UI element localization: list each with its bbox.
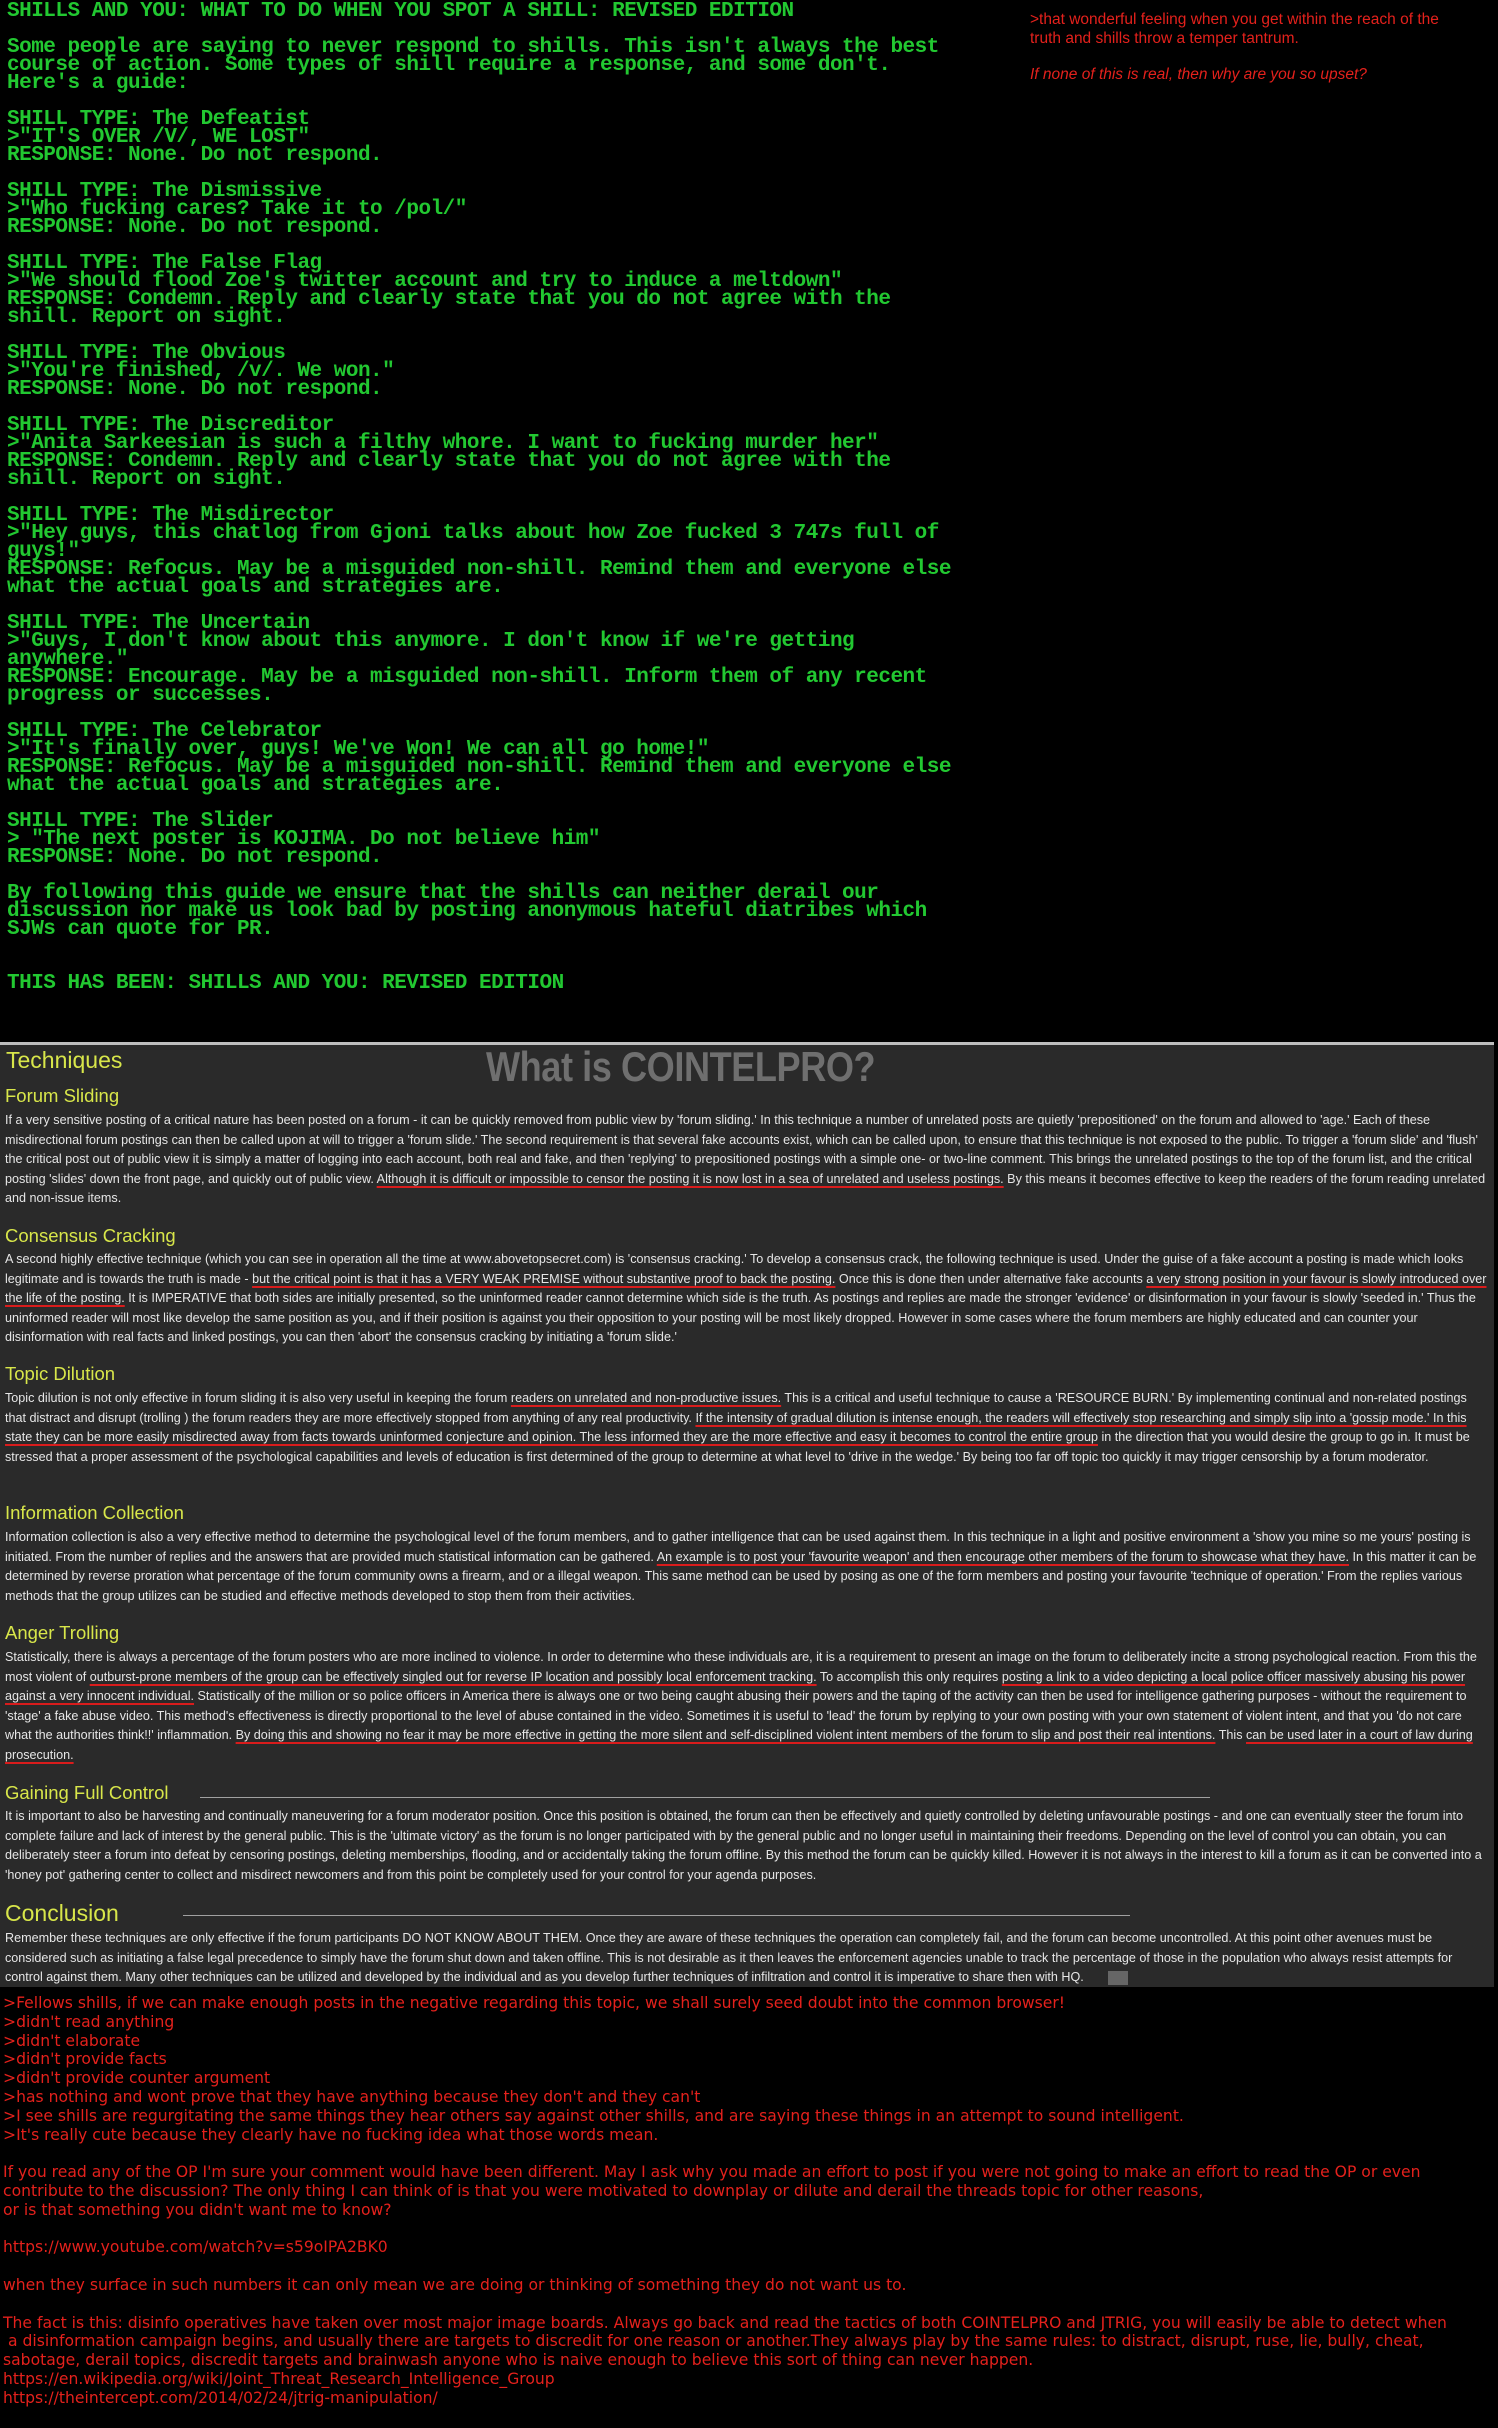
section-title-information-collection: Information Collection	[5, 1502, 184, 1523]
guide-line: >"IT'S OVER /V/, WE LOST"	[7, 126, 310, 149]
section-body-anger-trolling	[5, 1648, 1489, 1766]
body-text: Statistically of the million or so police officers in America there is always one or two being caught abusing their powers and the taping of the activity can then be used for intelligence gathering purposes - without the requirement to 'stage' a fake abuse video. This method's effectiveness is directly proportional to the level of abuse contained in the video. Sometimes it is useful to 'lead' the forum by replying to your own posting with your own statement of violent intent, and that you 'do not care what the authorities think!!' inflammation.	[5, 1689, 1467, 1743]
section-title-anger-trolling: Anger Trolling	[5, 1622, 120, 1643]
guide-line: By following this guide we ensure that the shills can neither derail our	[7, 882, 879, 905]
reply-line: or is that something you didn't want me to know?	[3, 2200, 392, 2219]
reply-line: The fact is this: disinfo operatives have taken over most major image boards. Always go back and read the tactics of both COINTELPRO and JTRIG, you will easily be able to detect when	[3, 2313, 1447, 2332]
section-title-topic-dilution: Topic Dilution	[5, 1363, 116, 1384]
guide-line: >"We should flood Zoe's twitter account and try to induce a meltdown"	[7, 270, 843, 293]
guide-line: anywhere."	[7, 648, 129, 671]
section-title-consensus-cracking: Consensus Cracking	[5, 1225, 176, 1246]
body-text: It is important to also be harvesting and continually maneuvering for a forum moderator position. Once this position is obtained, the forum can then be effectively and quietly controlled by deleting unfavourable postings - and one can eventually steer the forum into complete failure and lack of interest by the general public. This is the 'ultimate victory' as the forum is no longer participated with by the general public and no longer useful in maintaining their freedoms. Depending on the level of control you can obtain, you can deliberately steer a forum into defeat by censoring postings, deleting memberships, flooding, and or accidentally taking the forum offline. By this method the forum can be quickly killed. However it is not always in the interest to kill a forum as it can be converted into a 'honey pot' gathering center to collect and misdirect newcomers and from this point be completely used for your control for your agenda purposes.	[5, 1809, 1482, 1882]
underlined-text: posting a link to a video depicting a local police officer massively abusing his power against a very innocent individual.	[5, 1669, 1466, 1704]
guide-line: >"Hey guys, this chatlog from Gjoni talks about how Zoe fucked 3 747s full of	[7, 522, 939, 545]
reply-line: >didn't read anything	[3, 2012, 175, 2031]
body-text: This	[1215, 1728, 1246, 1743]
body-text: Statistically, there is always a percentage of the forum posters who are more inclined to violence. In order to determine who these individuals are, it is a requirement to present an image on the forum to deliberately incite a strong psychological reaction. From this the most violent of	[5, 1650, 1477, 1684]
body-text: Information collection is also a very effective method to determine the psychological level of the forum members, and to gather intelligence that can be used against them. In this technique in a light and positive environment a 'show you mine so me yours' posting is initiated. From the number of replies and the answers that are provided much statistical information can be gathered.	[5, 1530, 1471, 1564]
section-body-gaining-full-control	[5, 1807, 1489, 1885]
section-body-topic-dilution	[5, 1389, 1489, 1467]
reply-line: >It's really cute because they clearly have no fucking idea what those words mean.	[3, 2125, 659, 2144]
reply-line: If you read any of the OP I'm sure your comment would have been different. May I ask why you made an effort to post if you were not going to make an effort to read the OP or even	[3, 2163, 1421, 2182]
guide-line: SHILL TYPE: The Misdirector	[7, 504, 334, 527]
body-text: Once this is done then under alternative fake accounts	[835, 1271, 1147, 1286]
body-text: Topic dilution is not only effective in forum sliding it is also very useful in keeping the forum	[5, 1391, 511, 1405]
cointelpro-infographic	[0, 1042, 1494, 1987]
underlined-text: outburst-prone members of the group can be effectively singled out for reverse IP location and possibly local enforcement tracking.	[89, 1669, 817, 1684]
underlined-text: a very strong position in your favour is slowly introduced over the life of the posting.	[5, 1271, 1487, 1306]
techniques-heading: Techniques	[6, 1047, 123, 1073]
reply-line	[3, 2257, 1493, 2276]
reply-line	[3, 2144, 1493, 2163]
underlined-text: An example is to post your 'favourite weapon' and then encourage other members of the forum to showcase what they have.	[656, 1549, 1349, 1564]
bottom-reply-text	[3, 1994, 1493, 2408]
reply-line: >didn't provide counter argument	[3, 2069, 271, 2088]
body-text: To accomplish this only requires	[816, 1669, 1002, 1684]
guide-line: Some people are saying to never respond to shills. This isn't always the best	[7, 36, 939, 59]
section-body-consensus-cracking	[5, 1250, 1489, 1348]
guide-line: RESPONSE: None. Do not respond.	[7, 144, 383, 167]
guide-line: SHILL TYPE: The Dismissive	[7, 180, 322, 203]
body-text: If a very sensitive posting of a critical nature has been posted on a forum - it can be quickly removed from public view by 'forum sliding.' In this technique a number of unrelated posts are quietly 'prepositioned' on the forum and allowed to 'age.' Each of these misdirectional forum postings can then be called upon at will to trigger a 'forum slide.' The second requirement is that several fake accounts exist, which can be called upon, to ensure that this technique is not exposed to the public. To trigger a 'forum slide' and 'flush' the critical post out of public view it is simply a matter of logging into each account, both real and fake, and then 'replying' to prepositioned postings with a simple one- or two-line comment. This brings the unrelated postings to the top of the forum list, and the critical posting 'slides' down the front page, and quickly out of public view.	[5, 1113, 1478, 1186]
reply-line	[3, 2220, 1493, 2239]
greentext-line: >that wonderful feeling when you get within the reach of the truth and shills throw a temper tantrum.	[1030, 11, 1439, 47]
underlined-text: Although it is difficult or impossible to censor the posting it is now lost in a sea of unrelated and useless postings.	[376, 1171, 1004, 1186]
url-link[interactable]: https://en.wikipedia.org/wiki/Joint_Threat_Research_Intelligence_Group	[3, 2369, 555, 2388]
guide-line: SJWs can quote for PR.	[7, 918, 274, 941]
underlined-text: If the intensity of gradual dilution is intense enough, the readers will effectively stop researching and simply slip into a 'gossip mode.' In this state they can be more easily misdirected away from facts towards uninformed conjecture and opinion. The less informed they are the more effective and easy it becomes to control the entire group	[5, 1410, 1467, 1445]
guide-line: SHILLS AND YOU: WHAT TO DO WHEN YOU SPOT A SHILL: REVISED EDITION	[7, 0, 794, 23]
guide-line: SHILL TYPE: The Slider	[7, 810, 274, 833]
guide-line: course of action. Some types of shill require a response, and some don't.	[7, 54, 891, 77]
top-right-comment	[1030, 10, 1470, 101]
guide-line: >"Anita Sarkeesian is such a filthy whore. I want to fucking murder her"	[7, 432, 879, 455]
guide-line: RESPONSE: None. Do not respond.	[7, 216, 383, 239]
guide-line: RESPONSE: Refocus. May be a misguided non-shill. Remind them and everyone else	[7, 558, 951, 581]
guide-line: RESPONSE: Refocus. May be a misguided non-shill. Remind them and everyone else	[7, 756, 951, 779]
section-body-information-collection	[5, 1528, 1489, 1606]
shills-guide-text	[7, 0, 1027, 995]
guide-line: THIS HAS BEEN: SHILLS AND YOU: REVISED EDITION	[7, 972, 564, 995]
body-text: in the direction that you would desire the group to go in. It must be stressed that a proper assessment of the psychological capabilities and levels of education is first determined of the group to determine at what level to 'drive in the wedge.' By being too far off topic too quickly it may trigger censorship by a forum moderator.	[5, 1430, 1470, 1464]
reply-line: a disinformation campaign begins, and usually there are targets to discredit for one reason or another.They always play by the same rules: to distract, disrupt, ruse, lie, bully, cheat,	[3, 2332, 1424, 2351]
reply-line: >didn't provide facts	[3, 2050, 167, 2069]
url-link[interactable]: https://theintercept.com/2014/02/24/jtrig-manipulation/	[3, 2388, 438, 2407]
body-text: This is a critical and useful technique to cause a 'RESOURCE BURN.' By implementing continual and non-related postings that distract and disrupt (trolling ) the forum readers they are more effectively stopped from anything of any real productivity.	[5, 1391, 1467, 1425]
guide-line: shill. Report on sight.	[7, 306, 286, 329]
guide-line: guys!"	[7, 540, 80, 563]
underlined-text: By doing this and showing no fear it may be more effective in getting the more silent and self-disciplined violent intent members of the forum to slip and post their real intentions.	[235, 1728, 1216, 1743]
guide-line: progress or successes.	[7, 684, 274, 707]
guide-line: discussion nor make us look bad by posting anonymous hateful diatribes which	[7, 900, 927, 923]
shills-guide-panel	[0, 0, 1030, 1042]
guide-line: >"It's finally over, guys! We've Won! We can all go home!"	[7, 738, 709, 761]
guide-line: Here's a guide:	[7, 72, 189, 95]
reply-line: >has nothing and wont prove that they have anything because they don't and they can't	[3, 2087, 701, 2106]
body-text: A second highly effective technique (which you can see in operation all the time at www.abovetopsecret.com) is 'consensus cracking.' To develop a consensus crack, the following technique is used. Under the guise of a fake account a posting is made which looks legitimate and is towards the truth is made -	[5, 1252, 1464, 1286]
guide-line: SHILL TYPE: The Uncertain	[7, 612, 310, 635]
guide-line: RESPONSE: Encourage. May be a misguided non-shill. Inform them of any recent	[7, 666, 927, 689]
body-text: It is IMPERATIVE that both sides are initially presented, so the uninformed reader cannot determine which side is the truth. As postings and replies are made the stronger 'evidence' or disinformation in your favour is slowly 'seeded in.' Thus the uninformed reader will most like develop the same position as you, and if their position is against you their opposition to your posting will be most likely dropped. However in some cases where the forum members are highly educated and can counter your disinformation with real facts and linked postings, you can then 'abort' the consensus cracking by initiating a 'forum slide.'	[5, 1291, 1476, 1345]
guide-line: what the actual goals and strategies are.	[7, 774, 504, 797]
body-text: Remember these techniques are only effective if the forum participants DO NOT KNOW ABOUT THEM. Once they are aware of these techniques the operation can completely fail, and the forum can become uncontrolled. At this point other avenues must be considered such as initiating a false legal precedence to simply have the forum shut down and taken offline. This is not desirable as it then leaves the enforcement agencies unable to track the percentage of those in the population who always resist attempts for control against them. Many other techniques can be utilized and developed by the individual and as you develop further techniques of infiltration and control it is imperative to share then with HQ.	[5, 1931, 1453, 1985]
guide-line: RESPONSE: Condemn. Reply and clearly state that you do not agree with the	[7, 450, 891, 473]
guide-line: >"Who fucking cares? Take it to /pol/"	[7, 198, 467, 221]
reply-line: sabotage, derail topics, discredit targets and brainwash anyone who is naive enough to believe this sort of thing can never happen.	[3, 2351, 1034, 2370]
upset-question: If none of this is real, then why are you so upset?	[1030, 66, 1367, 83]
guide-line: SHILL TYPE: The Defeatist	[7, 108, 310, 131]
underlined-text: readers on unrelated and non-productive issues.	[510, 1391, 782, 1405]
guide-line: > "The next poster is KOJIMA. Do not believe him"	[7, 828, 601, 851]
body-text: By this means it becomes effective to keep the readers of the forum reading unrelated and non-issue items.	[5, 1171, 1486, 1206]
reply-line	[3, 2295, 1493, 2314]
guide-line: SHILL TYPE: The False Flag	[7, 252, 322, 275]
reply-line: >I see shills are regurgitating the same things they hear others say against other shills, and are saying these things in an attempt to sound intelligent.	[3, 2106, 1184, 2125]
guide-line: >"You're finished, /v/. We won."	[7, 360, 395, 383]
guide-line: shill. Report on sight.	[7, 468, 286, 491]
reply-line: when they surface in such numbers it can only mean we are doing or thinking of something they do not want us to.	[3, 2275, 907, 2294]
underlined-text: can be used later in a court of law during prosecution.	[5, 1728, 1473, 1762]
section-divider	[200, 1797, 1210, 1798]
guide-line: what the actual goals and strategies are.	[7, 576, 504, 599]
reply-line: >Fellows shills, if we can make enough posts in the negative regarding this topic, we shall surely seed doubt into the common browser!	[3, 1994, 1065, 2012]
guide-line: SHILL TYPE: The Discreditor	[7, 414, 334, 437]
section-body-forum-sliding	[5, 1111, 1489, 1209]
guide-line: RESPONSE: None. Do not respond.	[7, 846, 383, 869]
section-divider	[183, 1915, 1130, 1916]
url-link[interactable]: https://www.youtube.com/watch?v=s59oIPA2BK0	[3, 2238, 388, 2257]
reply-line: contribute to the discussion? The only thing I can think of is that you were motivated to downplay or dilute and derail the threads topic for other reasons,	[3, 2181, 1204, 2200]
guide-line: SHILL TYPE: The Obvious	[7, 342, 286, 365]
text-end-highlight	[1108, 1971, 1128, 1985]
section-title-gaining-full-control: Gaining Full Control	[5, 1782, 169, 1803]
underlined-text: but the critical point is that it has a VERY WEAK PREMISE without substantive proof to back the posting.	[252, 1271, 836, 1286]
section-title-forum-sliding: Forum Sliding	[5, 1085, 120, 1106]
section-title-conclusion: Conclusion	[5, 1900, 119, 1926]
guide-line: RESPONSE: None. Do not respond.	[7, 378, 383, 401]
body-text: In this matter it can be determined by reverse proration what percentage of the forum community owns a firearm, and or a illegal weapon. This same method can be used by posing as one of the form members and posting your favourite 'technique of operation.' From the replies various methods that the group utilizes can be studied and effective methods developed to stop them from their activities.	[5, 1549, 1477, 1603]
reply-line: >didn't elaborate	[3, 2031, 141, 2050]
cointelpro-title: What is COINTELPRO?	[486, 1043, 876, 1090]
guide-line: RESPONSE: Condemn. Reply and clearly state that you do not agree with the	[7, 288, 891, 311]
guide-line: SHILL TYPE: The Celebrator	[7, 720, 322, 743]
guide-line: >"Guys, I don't know about this anymore. I don't know if we're getting	[7, 630, 855, 653]
guide-line	[7, 939, 1027, 957]
section-body-conclusion	[5, 1929, 1489, 1988]
